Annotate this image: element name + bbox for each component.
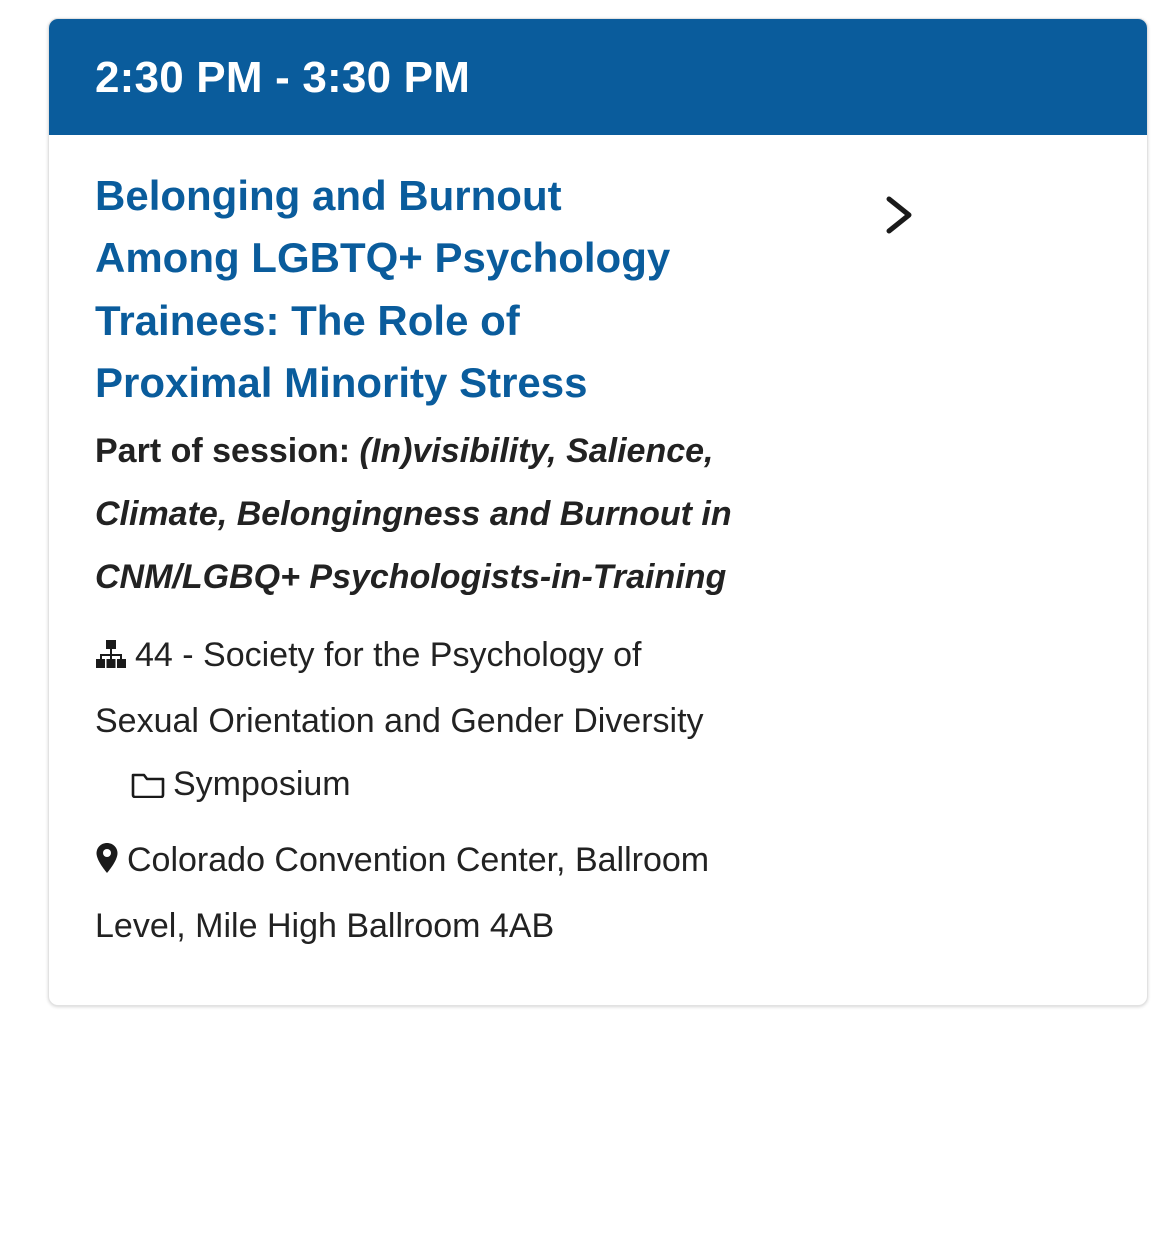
session-division: 44 - Society for the Psychology of Sexual Orientation and Gender Diversity — [95, 635, 704, 740]
session-type: Symposium — [173, 764, 351, 803]
session-card[interactable] — [48, 18, 1148, 1006]
session-time-header: 2:30 PM - 3:30 PM — [49, 19, 1147, 135]
part-of-session-name: (In)visibility, Salience, Climate, Belongingness and Burnout in CNM/LGBQ+ Psychologists-in-Training — [95, 431, 732, 597]
sitemap-icon — [95, 627, 127, 690]
session-title-row — [95, 165, 1101, 414]
session-location — [95, 829, 735, 958]
chevron-right-icon[interactable] — [877, 187, 921, 248]
part-of-session-label: Part of session: — [95, 431, 351, 470]
part-of-session — [95, 420, 735, 610]
session-card-body — [49, 135, 1147, 1005]
session-meta — [95, 624, 735, 820]
session-title-link[interactable]: Belonging and Burnout Among LGBTQ+ Psychology Trainees: The Role of Proximal Minority Stress — [95, 172, 671, 406]
folder-icon — [131, 756, 165, 819]
map-pin-icon — [95, 832, 119, 895]
session-location-text: Colorado Convention Center, Ballroom Level, Mile High Ballroom 4AB — [95, 841, 710, 946]
